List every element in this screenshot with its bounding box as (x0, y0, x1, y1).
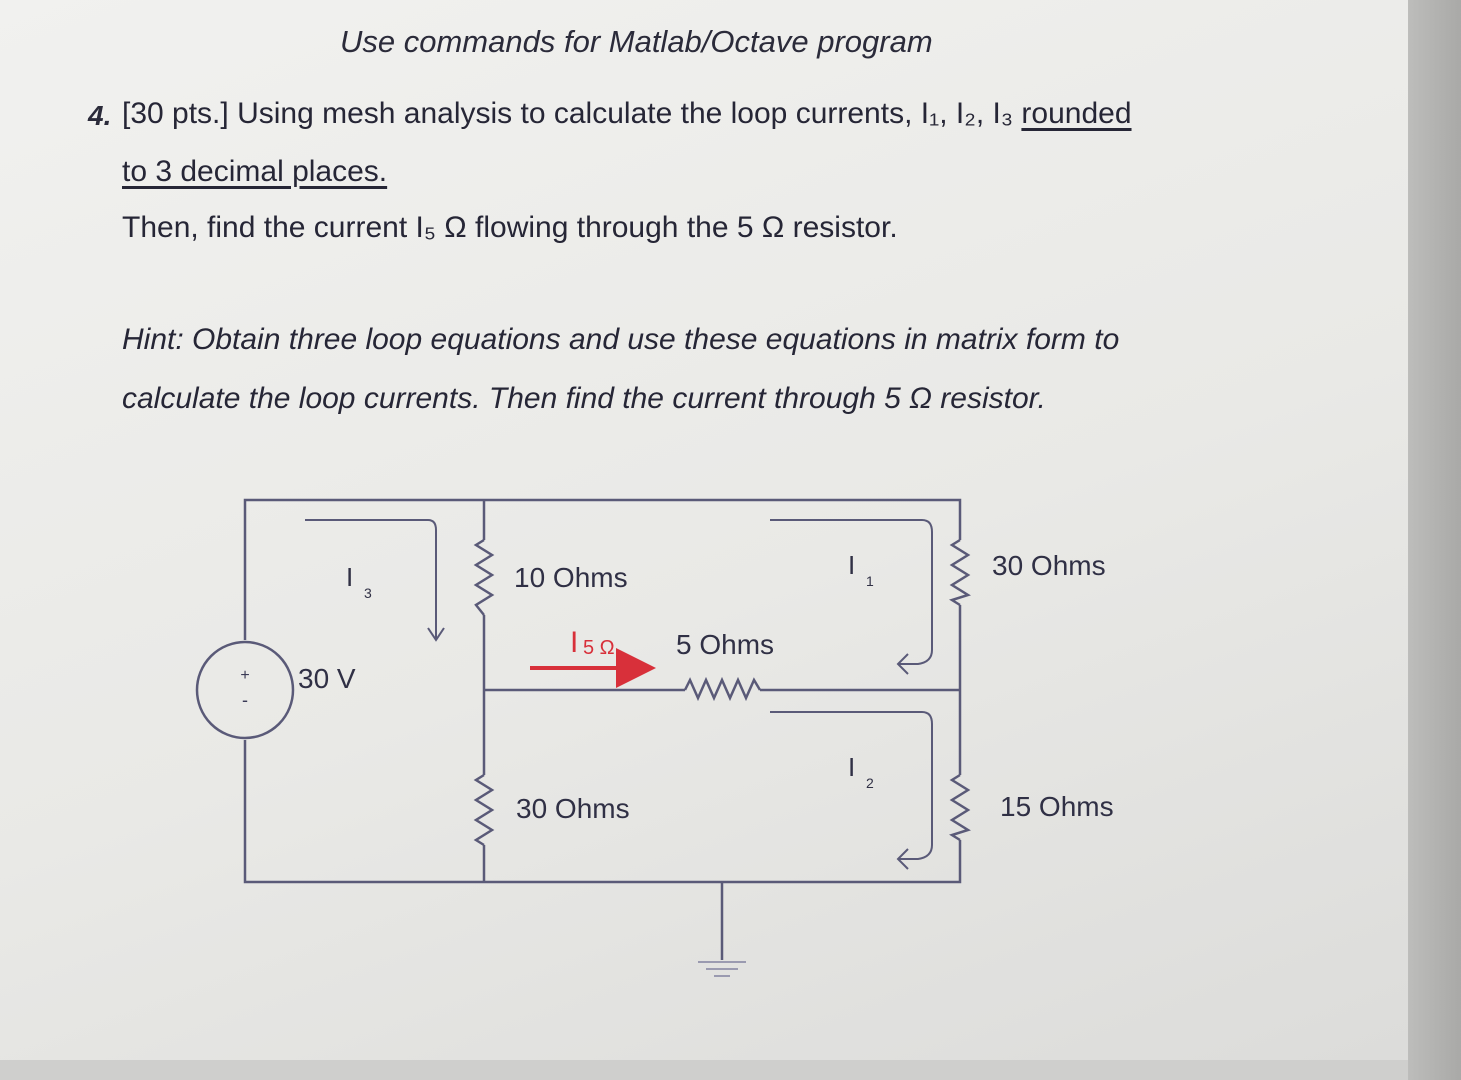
question-line-2: to 3 decimal places. (122, 155, 388, 188)
resistor-5-ohm-label: 5 Ohms (676, 629, 775, 660)
resistor-30-ohm-right-icon (952, 540, 968, 605)
loop-1-label: I (848, 550, 856, 580)
loop-2-subscript: 2 (866, 775, 874, 791)
loop-1-arrow-icon (770, 520, 932, 664)
hint-line-2: calculate the loop currents. Then find the current through 5 Ω resistor. (122, 382, 1046, 415)
resistor-10-ohm-icon (476, 540, 492, 615)
i5-label: I (570, 626, 579, 659)
question-line-1-underlined: rounded (1021, 97, 1132, 130)
resistor-30-ohm-bottom-icon (476, 775, 492, 845)
question-number: 4. (88, 100, 112, 131)
loop-3-subscript: 3 (364, 585, 372, 601)
question-line-1-text: [30 pts.] Using mesh analysis to calculate the loop currents, I₁, I₂, I₃ (122, 97, 1022, 130)
source-minus-sign: - (242, 690, 248, 710)
ground-icon (698, 962, 746, 976)
loop-3-arrow-icon (305, 520, 436, 638)
page-heading: Use commands for Matlab/Octave program (340, 24, 933, 59)
resistor-15-ohm-label: 15 Ohms (1000, 791, 1114, 822)
resistor-30-ohm-bottom-label: 30 Ohms (516, 793, 630, 824)
source-voltage-label: 30 V (298, 663, 356, 694)
loop-1-subscript: 1 (866, 573, 874, 589)
loop-2-label: I (848, 752, 856, 782)
resistor-5-ohm-icon (685, 680, 760, 698)
i5-subscript: 5 Ω (583, 637, 615, 659)
hint-line-1: Hint: Obtain three loop equations and use these equations in matrix form to (122, 323, 1120, 356)
source-plus-sign: + (240, 667, 250, 684)
resistor-30-ohm-right-label: 30 Ohms (992, 550, 1106, 581)
question-line-3: Then, find the current I₅ Ω flowing through the 5 Ω resistor. (122, 211, 898, 244)
loop-3-label: I (346, 562, 354, 592)
loop-2-arrow-icon (770, 712, 932, 859)
resistor-10-ohm-label: 10 Ohms (514, 562, 628, 593)
resistor-15-ohm-icon (952, 775, 968, 840)
